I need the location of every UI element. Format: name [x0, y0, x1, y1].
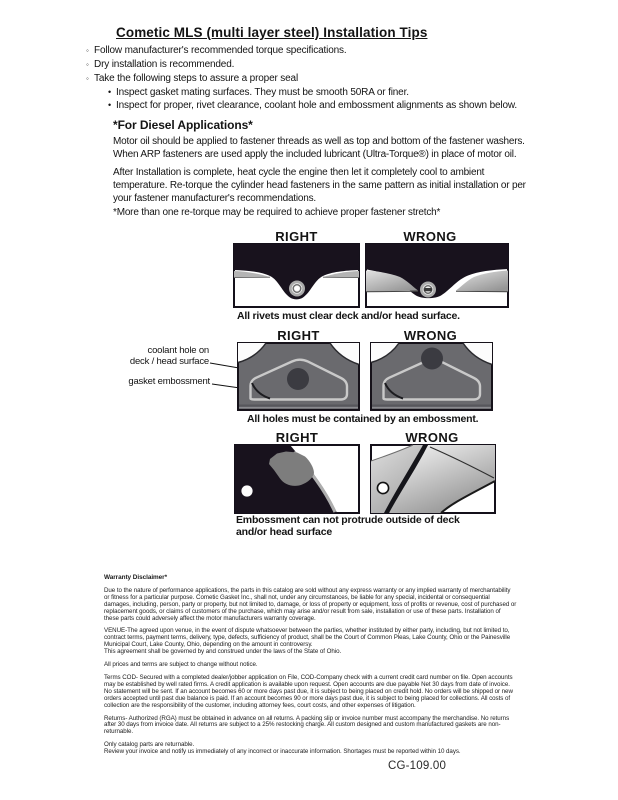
embossment-wrong-diagram	[370, 444, 496, 514]
tip-text: Follow manufacturer's recommended torque specifications.	[94, 45, 347, 56]
gasket-embossment-label: gasket embossment	[128, 376, 210, 387]
wrong-label: WRONG	[405, 430, 459, 445]
diesel-section-heading: *For Diesel Applications*	[113, 118, 253, 132]
embossment-right-diagram	[234, 444, 360, 514]
tip-text: Inspect for proper, rivet clearance, coolant hole and embossment alignments as shown below.	[116, 100, 518, 112]
tips-list	[86, 44, 517, 113]
rivet-caption: All rivets must clear deck and/or head surface.	[237, 310, 460, 322]
bolt-hole-icon	[377, 482, 388, 493]
bolt-hole-icon	[241, 485, 252, 496]
diesel-paragraph-1: Motor oil should be applied to fastener threads as well as top and bottom of the fastener washers. When ARP fasteners are used apply the included lubricant (Ultra-Torque®) in place of motor oil.	[113, 136, 525, 161]
disclaimer-paragraph: Due to the nature of performance applications, the parts in this catalog are sold without any express warranty or any implied warranty of merchantability or fitness for a particular purpose. Cometic Gasket Inc., shall not, under any circumstances, be liable for any special, incidental or consequential damages, including, person, party or property, but not limited to, damage, or loss of property or equipment, loss of profits or revenue, cost of purchased or replacement goods, or claims of customers of the purchase, which may arise and/or result from sale, installation or use of these parts. Installation of these parts could adversely affect the motor manufacturers warranty coverage.	[104, 586, 517, 622]
list-item	[108, 86, 517, 99]
tip-text: Inspect gasket mating surfaces. They must be smooth 50RA or finer.	[116, 87, 409, 98]
open-bullet-icon: ◦	[86, 46, 89, 55]
disclaimer-paragraph: Only catalog parts are returnable. Review your invoice and notify us immediately of any incorrect or inaccurate information. Shortages must be reported within 10 days.	[104, 741, 461, 756]
bullet-icon: •	[108, 100, 112, 111]
list-item	[108, 99, 517, 112]
rivet-right-diagram	[233, 243, 360, 308]
disclaimer-paragraph: All prices and terms are subject to change without notice.	[104, 661, 258, 669]
list-item	[86, 72, 517, 86]
coolant-hole-wrong-diagram	[370, 342, 493, 411]
wrong-label: WRONG	[403, 328, 458, 343]
disclaimer-paragraph: Terms COD- Secured with a completed dealer/jobber application on File, COD-Company check with a current credit card number on file. Open accounts may be established by well rated firms. A credit application is available upon request. Open accounts are due payable Net 30 days from date of invoice. No statement will be sent. If an account becomes 60 or more days past due, it is subject to being placed on credit hold. No orders will be shipped or new orders accepted until past due balance is paid. If an account becomes 90 or more days past due, it is subject to being placed for collections. All costs of collection are the responsibility of the customer, including attorney fees, court costs, and other expenses of litigation.	[104, 673, 513, 709]
wrong-label: WRONG	[403, 229, 457, 244]
document-code: CG-109.00	[388, 760, 447, 772]
page-title: Cometic MLS (multi layer steel) Installation Tips	[116, 25, 428, 40]
list-item	[86, 44, 517, 58]
disclaimer-paragraph: Returns- Authorized (RGA) must be obtained in advance on all returns. A packing slip or invoice number must accompany the merchandise. No returns after 30 days from invoice date. All returns are subject to a 25% restocking charge. All custom designed and custom manufactured gaskets are non-returnable.	[104, 714, 510, 736]
disclaimer-heading: Warranty Disclaimer*	[104, 574, 168, 581]
disclaimer-paragraph: VENUE-The agreed upon venue, in the event of dispute whatsoever between the parties, whether instituted by either party, including, but not limited to, contract terms, payment terms, delivery, type, defects, sufficiency of product, shall be the Court of Common Pleas, Lake County, Ohio or the Painesville Municipal Court, Lake County, Ohio, depending on the amount in controversy. This agreement shall be governed by and construed under the laws of the State of Ohio.	[104, 627, 511, 656]
retorque-note: *More than one re-torque may be required to achieve proper fastener stretch*	[113, 207, 441, 218]
open-bullet-icon: ◦	[86, 60, 89, 69]
bullet-icon: •	[108, 87, 112, 97]
warranty-disclaimer	[104, 575, 517, 762]
right-label: RIGHT	[277, 328, 320, 343]
open-bullet-icon: ◦	[86, 74, 89, 83]
tip-text: Take the following steps to assure a proper seal	[94, 73, 299, 84]
right-label: RIGHT	[275, 229, 318, 244]
coolant-hole-icon	[421, 348, 443, 370]
tips-sublist	[108, 86, 517, 113]
holes-caption: All holes must be contained by an embossment.	[247, 413, 479, 425]
embossment-caption: Embossment can not protrude outside of deck and/or head surface	[236, 514, 460, 538]
rivet-wrong-diagram	[365, 243, 509, 308]
right-label: RIGHT	[275, 430, 319, 445]
coolant-hole-label: coolant hole on deck / head surface	[129, 345, 209, 367]
tip-text: Dry installation is recommended.	[94, 59, 235, 70]
list-item	[86, 58, 517, 72]
coolant-hole-icon	[287, 368, 309, 390]
diesel-paragraph-2: After Installation is complete, heat cycle the engine then let it completely cool to ambient temperature. Re-torque the cylinder head fasteners in the same pattern as initial installation or per your fastener manufacturer's recommendations.	[113, 167, 526, 205]
coolant-hole-right-diagram	[237, 342, 360, 411]
